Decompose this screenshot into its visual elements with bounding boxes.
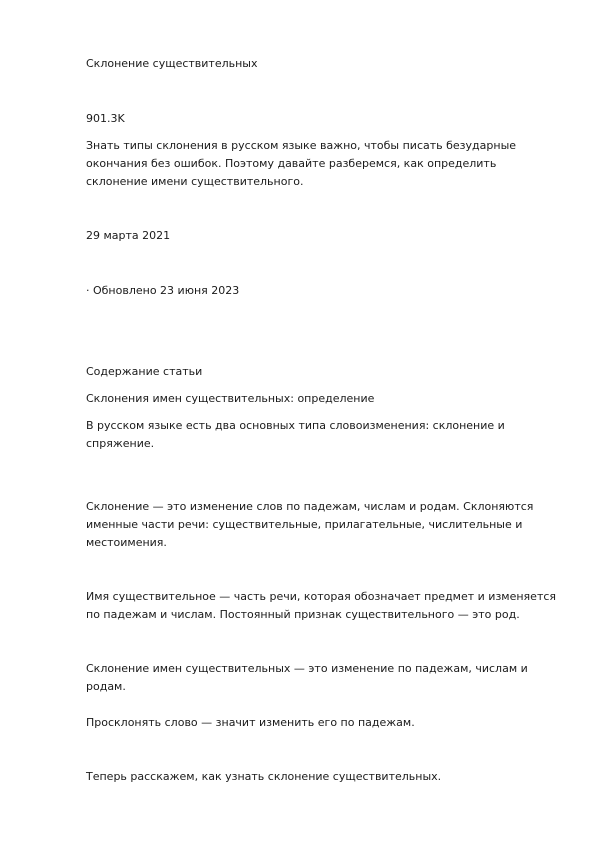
paragraph: В русском языке есть два основных типа словоизменения: склонение и спряжение. <box>86 419 505 450</box>
view-count: 901.3K <box>86 112 125 125</box>
updated-date: · Обновлено 23 июня 2023 <box>86 284 240 297</box>
paragraph: Теперь расскажем, как узнать склонение существительных. <box>86 770 442 783</box>
paragraph: Имя существительное — часть речи, которая обозначает предмет и изменяется по падежам и числам. Постоянный признак существительного — это род. <box>86 590 557 621</box>
paragraph: Склонение имен существительных — это изменение по падежам, числам и родам. <box>86 662 528 693</box>
section-heading: Склонения имен существительных: определение <box>86 392 375 405</box>
article-intro: Знать типы склонения в русском языке важно, чтобы писать безударные окончания без ошибок. Поэтому давайте разберемся, как определить склонение имени существительного. <box>86 139 517 188</box>
toc-label[interactable]: Содержание статьи <box>86 365 203 378</box>
published-date: 29 марта 2021 <box>86 229 171 242</box>
article-title: Склонение существительных <box>86 57 258 70</box>
paragraph: Склонение — это изменение слов по падежам, числам и родам. Склоняются именные части речи: существительные, прилагательные, числительные и местоимения. <box>86 500 534 549</box>
paragraph: Просклонять слово — значит изменить его по падежам. <box>86 716 415 729</box>
